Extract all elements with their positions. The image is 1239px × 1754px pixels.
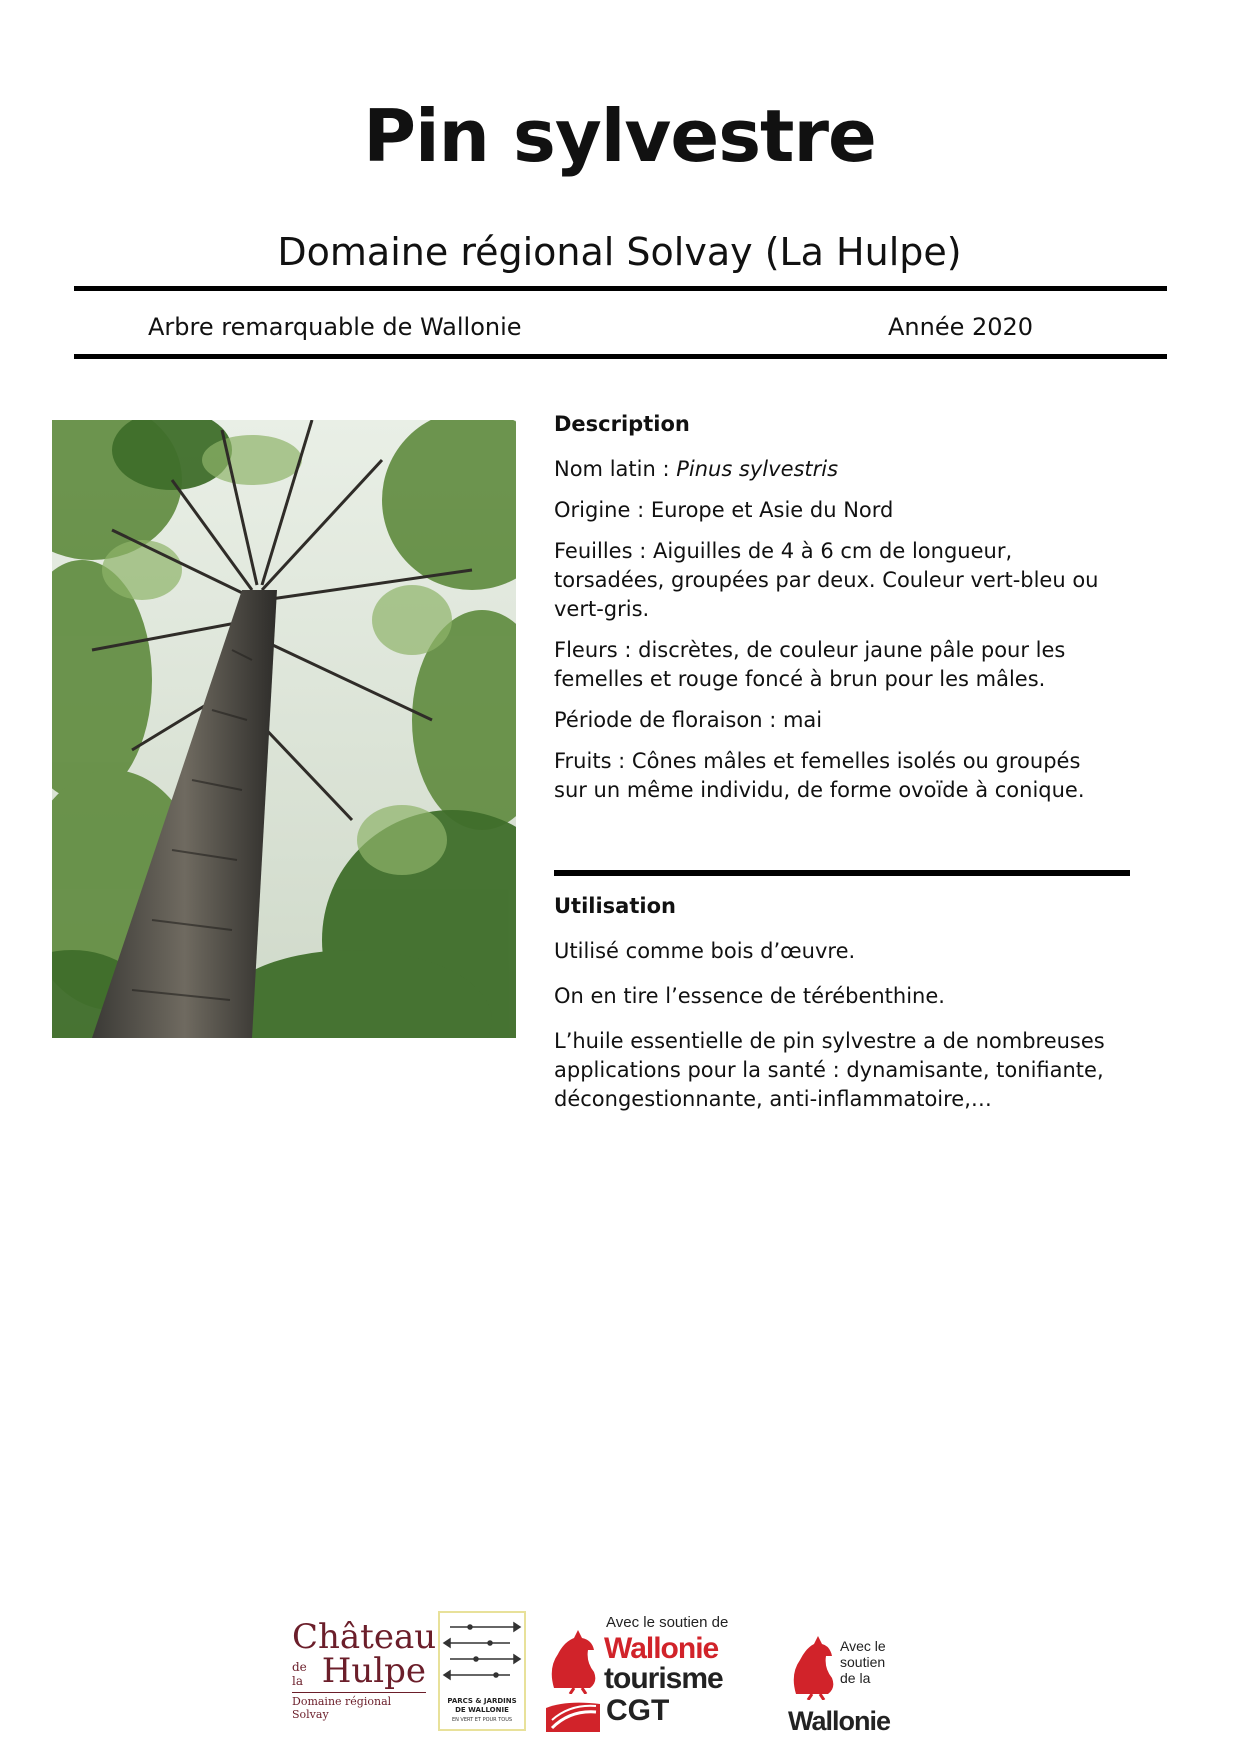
description-heading: Description <box>554 412 690 436</box>
description-section <box>554 410 1114 817</box>
rooster-icon <box>788 1634 838 1700</box>
chateau-tagline: Domaine régional Solvay <box>292 1692 426 1721</box>
parcs-line2: DE WALLONIE <box>455 1706 509 1714</box>
latin-name <box>554 455 1114 484</box>
utilisation-p3: L’huile essentielle de pin sylvestre a de nombreuses applications pour la santé : dynamisante, tonifiante, décongestionnante, anti-inflammatoire,… <box>554 1029 1105 1111</box>
divider-bottom <box>74 354 1167 359</box>
chateau-de-la: de la <box>292 1660 307 1688</box>
fleurs: Fleurs : discrètes, de couleur jaune pâle pour les femelles et rouge foncé à brun pour les mâles. <box>554 638 1066 691</box>
wt-tourisme: tourisme <box>604 1662 723 1695</box>
tree-photo <box>52 420 516 1038</box>
wallonie-logo <box>788 1634 918 1734</box>
w-support-1: Avec le <box>840 1638 886 1654</box>
chateau-word: Château <box>292 1617 437 1657</box>
latin-value: Pinus sylvestris <box>676 457 839 481</box>
utilisation-section <box>554 892 1114 1130</box>
parcs-jardins-logo <box>438 1611 526 1731</box>
floraison: Période de floraison : mai <box>554 708 823 732</box>
latin-label: Nom latin : <box>554 457 677 481</box>
divider-top <box>74 286 1167 291</box>
rooster-icon <box>544 1628 602 1694</box>
parcs-line3: EN VERT ET POUR TOUS <box>451 1717 513 1723</box>
page-subtitle: Domaine régional Solvay (La Hulpe) <box>277 230 962 274</box>
utilisation-p1: Utilisé comme bois d’œuvre. <box>554 939 856 963</box>
wallonie-tourisme-logo <box>544 1614 750 1734</box>
cgt-mark-icon <box>546 1700 600 1732</box>
meta-label: Arbre remarquable de Wallonie <box>148 313 522 341</box>
divider-section <box>554 870 1130 876</box>
wt-cgt: CGT <box>606 1694 670 1727</box>
wt-support-text: Avec le soutien de <box>606 1614 729 1631</box>
w-wallonie: Wallonie <box>788 1706 891 1736</box>
origine: Origine : Europe et Asie du Nord <box>554 498 894 522</box>
utilisation-p2: On en tire l’essence de térébenthine. <box>554 984 945 1008</box>
fruits: Fruits : Cônes mâles et femelles isolés ou groupés sur un même individu, de forme ovoïde à conique. <box>554 749 1085 802</box>
meta-year: Année 2020 <box>888 313 1034 341</box>
chateau-hulpe-logo <box>292 1617 437 1721</box>
feuilles: Feuilles : Aiguilles de 4 à 6 cm de longueur, torsadées, groupées par deux. Couleur vert-bleu ou vert-gris. <box>554 539 1099 621</box>
arrows-icon <box>440 1613 524 1693</box>
wt-wallonie: Wallonie <box>604 1632 719 1665</box>
w-support-3: de la <box>840 1670 871 1686</box>
parcs-line1: PARCS & JARDINS <box>447 1697 517 1705</box>
page-title: Pin sylvestre <box>363 94 876 178</box>
w-support-2: soutien <box>840 1654 886 1670</box>
chateau-hulpe-word: Hulpe <box>321 1651 426 1691</box>
utilisation-heading: Utilisation <box>554 894 676 918</box>
